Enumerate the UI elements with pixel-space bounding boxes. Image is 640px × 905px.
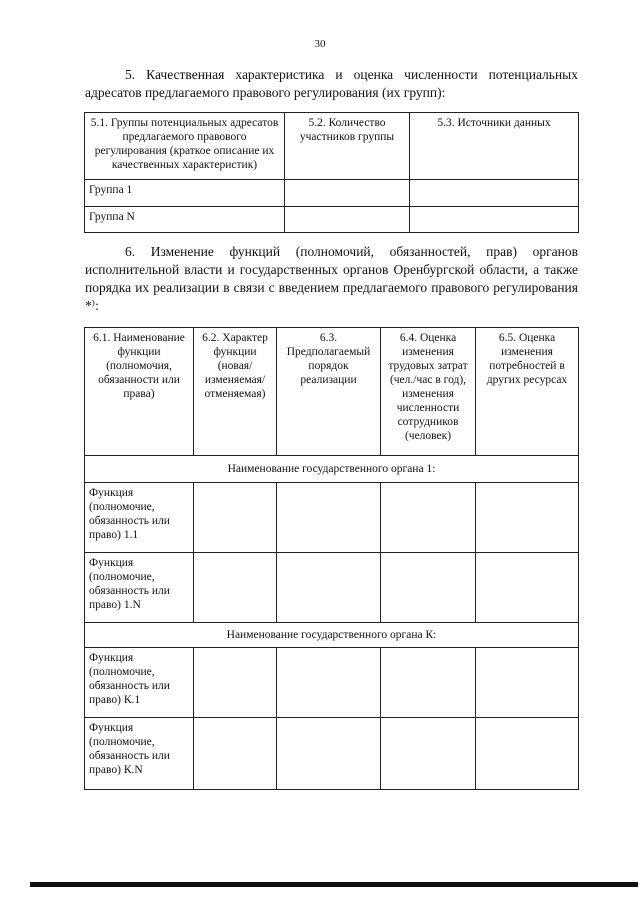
row-label: Группа 1 <box>85 180 285 207</box>
organ-row <box>85 623 579 648</box>
page-number: 30 <box>314 38 326 50</box>
organ-1-label: Наименование государственного органа 1: <box>85 456 579 483</box>
header-cell: 5.2. Количество участников группы <box>285 113 410 180</box>
section-5-table <box>84 112 579 233</box>
table-row <box>85 553 579 623</box>
function-label: Функция (полномочие, обязанность или право) 1.1 <box>85 483 194 553</box>
section-6-table <box>84 327 579 790</box>
row-label: Группа N <box>85 207 285 233</box>
header-cell: 6.5. Оценка изменения потребностей в других ресурсах <box>476 328 579 456</box>
organ-k-label: Наименование государственного органа К: <box>85 623 579 648</box>
organ-row <box>85 456 579 483</box>
table-row <box>85 180 579 207</box>
table-row <box>85 483 579 553</box>
bottom-rule <box>30 882 638 887</box>
table-row <box>85 207 579 233</box>
table-header-row <box>85 113 579 180</box>
section-6-heading <box>85 243 578 315</box>
header-cell: 5.3. Источники данных <box>410 113 579 180</box>
section-5-heading-text: 5. Качественная характеристика и оценка численности потенциальных адресатов предлагаемого правового регулирования (их групп): <box>85 67 578 100</box>
table-row <box>85 648 579 718</box>
header-cell: 6.3. Предполагаемый порядок реализации <box>277 328 381 456</box>
function-label: Функция (полномочие, обязанность или право) К.1 <box>85 648 194 718</box>
function-label: Функция (полномочие, обязанность или право) К.N <box>85 718 194 790</box>
table-header-row <box>85 328 579 456</box>
header-cell: 6.2. Характер функции (новая/ изменяемая/ отменяемая) <box>194 328 277 456</box>
function-label: Функция (полномочие, обязанность или право) 1.N <box>85 553 194 623</box>
header-cell: 6.1. Наименование функции (полномочия, обязанности или права) <box>85 328 194 456</box>
table-row <box>85 718 579 790</box>
header-cell: 6.4. Оценка изменения трудовых затрат (чел./час в год), изменения численности сотрудников (человек) <box>381 328 476 456</box>
section-6-heading-text: 6. Изменение функций (полномочий, обязанностей, прав) органов исполнительной власти и государственных органов Оренбургской области, а также порядка их реализации в связи с введением предлагаемого правового регулирования *⁾: <box>85 244 578 313</box>
section-5-heading <box>85 66 578 102</box>
header-cell: 5.1. Группы потенциальных адресатов предлагаемого правового регулирования (краткое описание их качественных характеристик) <box>85 113 285 180</box>
